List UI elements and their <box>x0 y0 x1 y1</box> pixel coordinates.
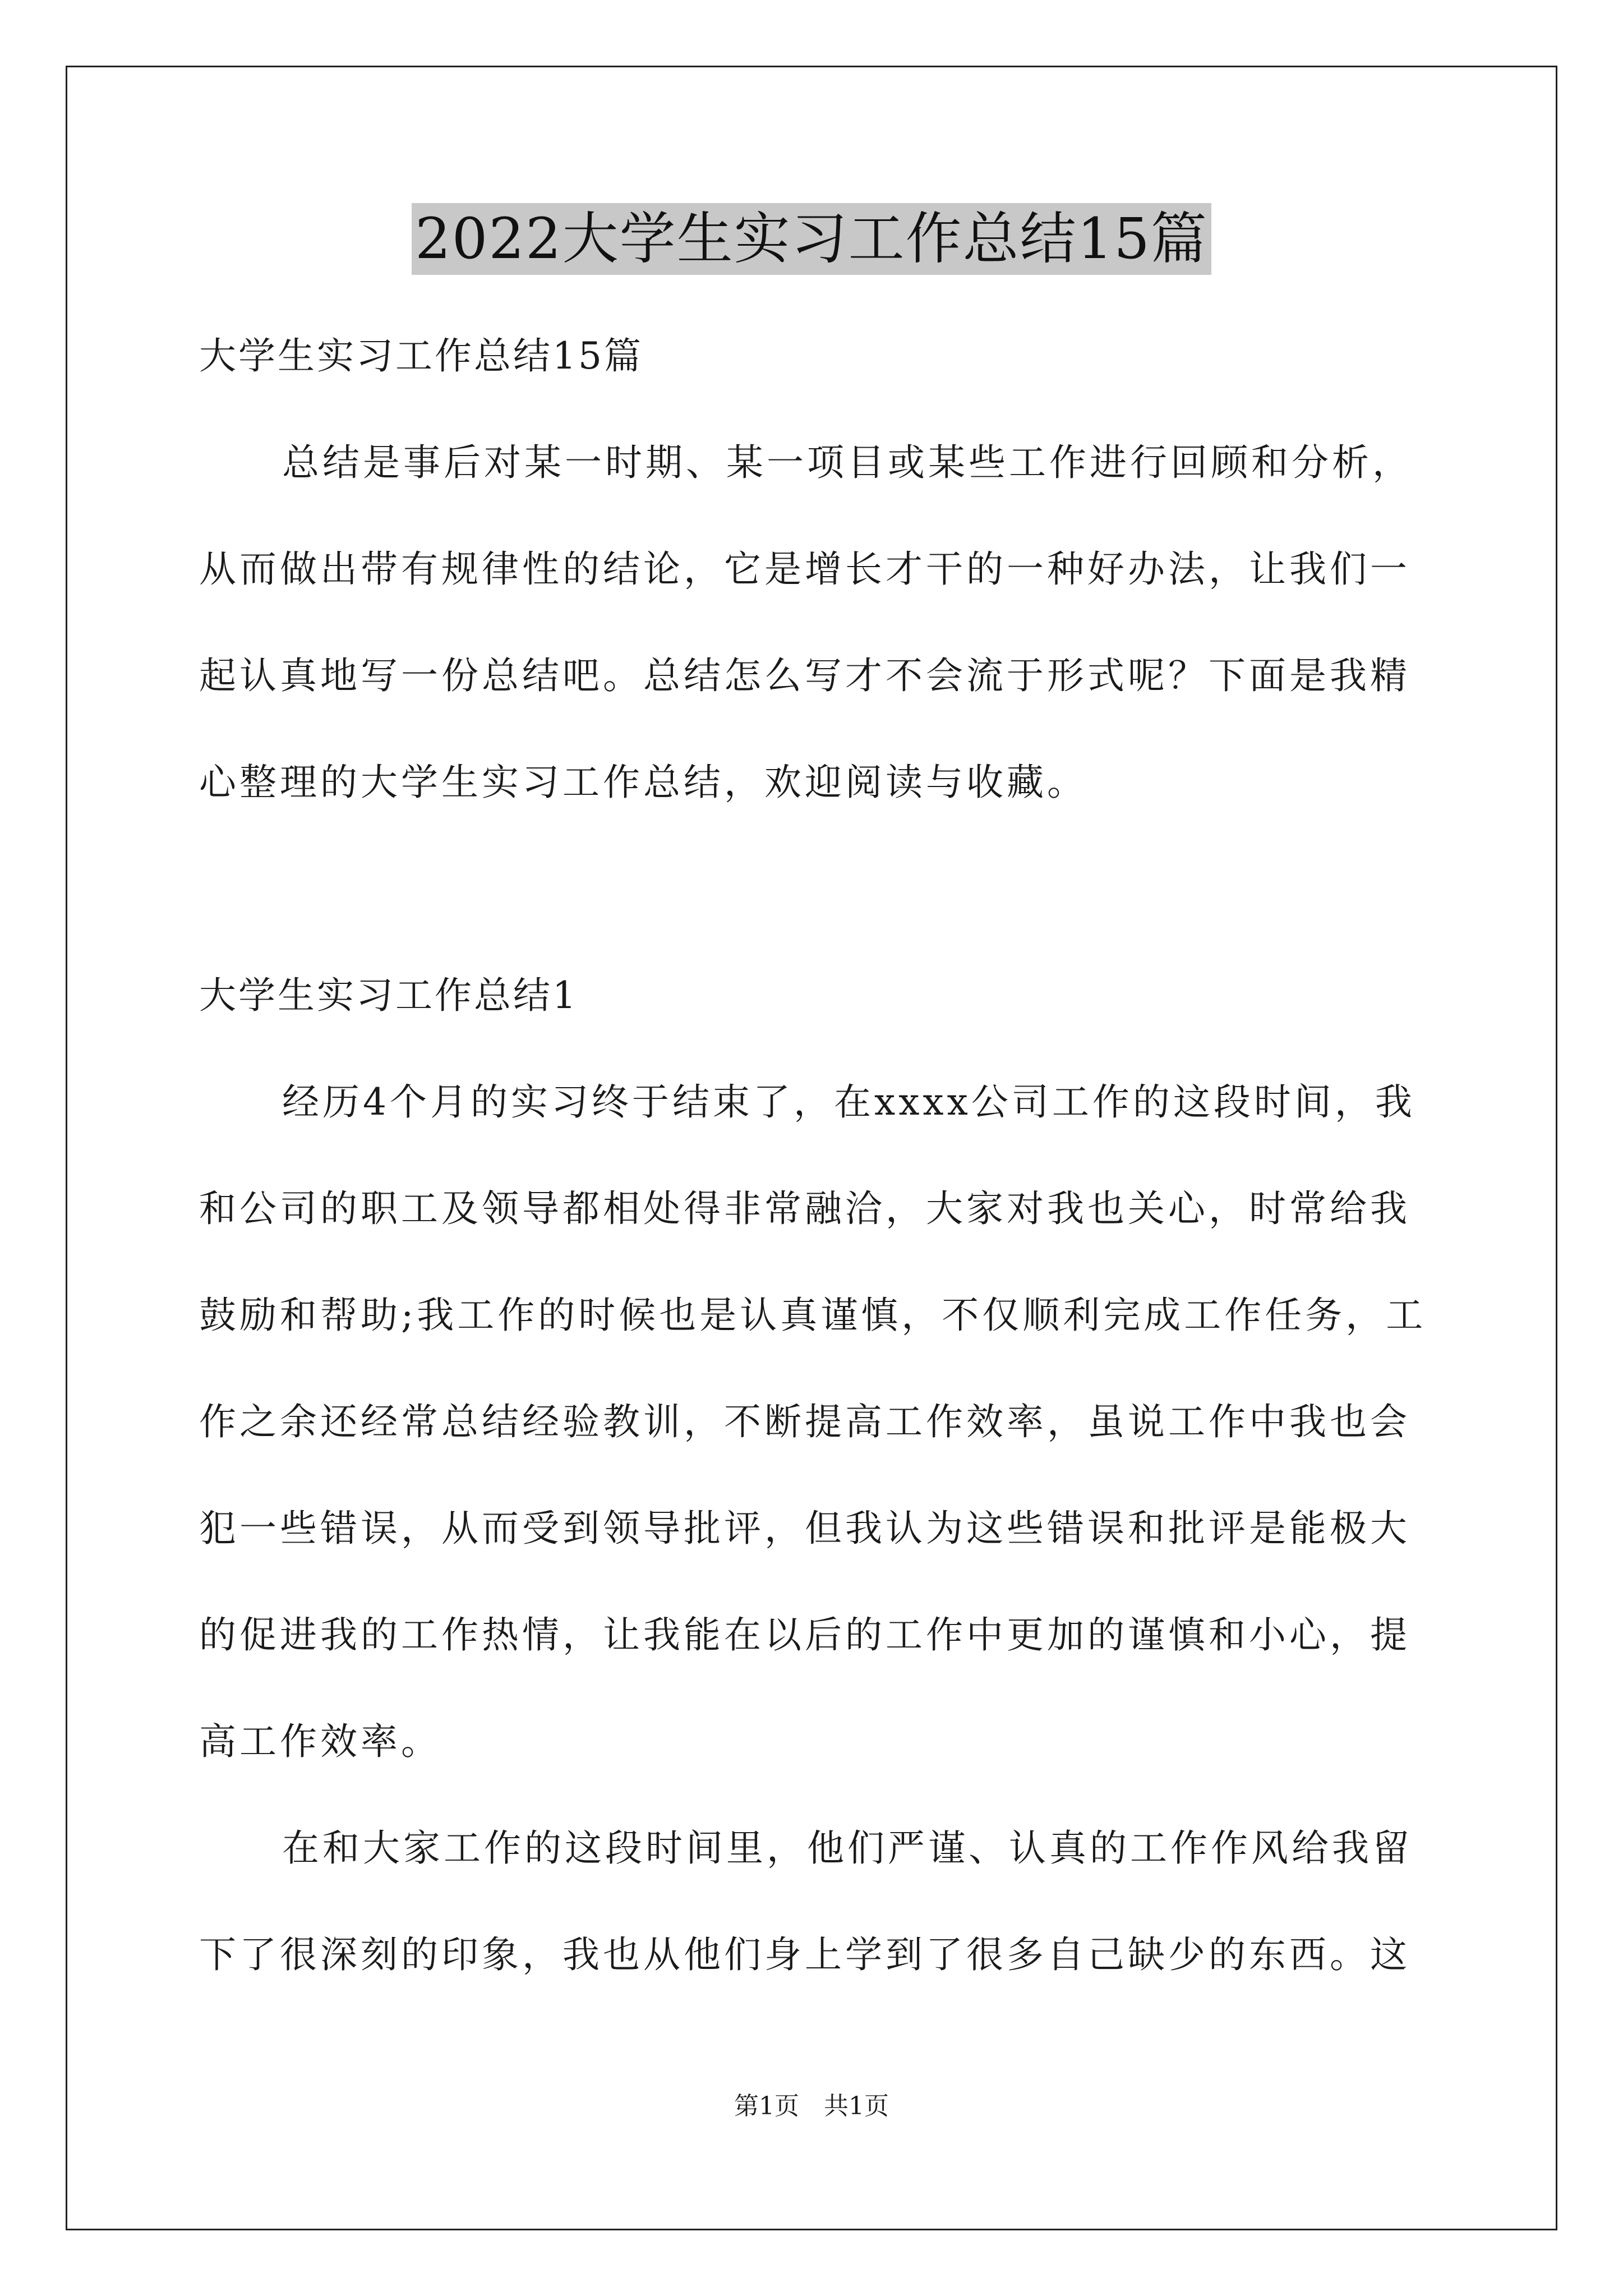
intro-line: 总结是事后对某一时期、某一项目或某些工作进行回顾和分析， <box>282 441 1413 484</box>
title-container <box>0 203 1623 275</box>
paragraph-line: 作之余还经常总结经验教训，不断提高工作效率，虽说工作中我也会 <box>199 1400 1410 1443</box>
intro-line: 从而做出带有规律性的结论，它是增长才干的一种好办法，让我们一 <box>199 547 1410 591</box>
section-heading: 大学生实习工作总结1 <box>199 974 578 1017</box>
paragraph-line: 高工作效率。 <box>199 1720 441 1763</box>
paragraph-spacer <box>199 836 1427 942</box>
paragraph-line: 鼓励和帮助;我工作的时候也是认真谨慎，不仅顺利完成工作任务，工 <box>199 1294 1427 1337</box>
document-title: 2022大学生实习工作总结15篇 <box>412 203 1211 275</box>
paragraph-line: 下了很深刻的印象，我也从他们身上学到了很多自己缺少的东西。这 <box>199 1933 1410 1976</box>
document-subtitle: 大学生实习工作总结15篇 <box>199 334 643 378</box>
paragraph-line: 经历4个月的实习终于结束了，在xxxx公司工作的这段时间，我 <box>282 1080 1415 1124</box>
page-number-footer: 第1页 共1页 <box>734 2092 889 2120</box>
paragraph-line: 在和大家工作的这段时间里，他们严谨、认真的工作作风给我留 <box>282 1826 1413 1870</box>
paragraph-line: 的促进我的工作热情，让我能在以后的工作中更加的谨慎和小心，提 <box>199 1613 1410 1657</box>
intro-line: 起认真地写一份总结吧。总结怎么写才不会流于形式呢？下面是我精 <box>199 654 1410 697</box>
document-body <box>199 303 1427 2008</box>
paragraph-line: 和公司的职工及领导都相处得非常融洽，大家对我也关心，时常给我 <box>199 1187 1410 1230</box>
intro-paragraph <box>199 409 1427 836</box>
body-paragraph-1 <box>199 1049 1427 1795</box>
paragraph-line: 犯一些错误，从而受到领导批评，但我认为这些错误和批评是能极大 <box>199 1507 1410 1550</box>
body-paragraph-2 <box>199 1795 1427 2008</box>
intro-line: 心整理的大学生实习工作总结，欢迎阅读与收藏。 <box>199 761 1087 804</box>
